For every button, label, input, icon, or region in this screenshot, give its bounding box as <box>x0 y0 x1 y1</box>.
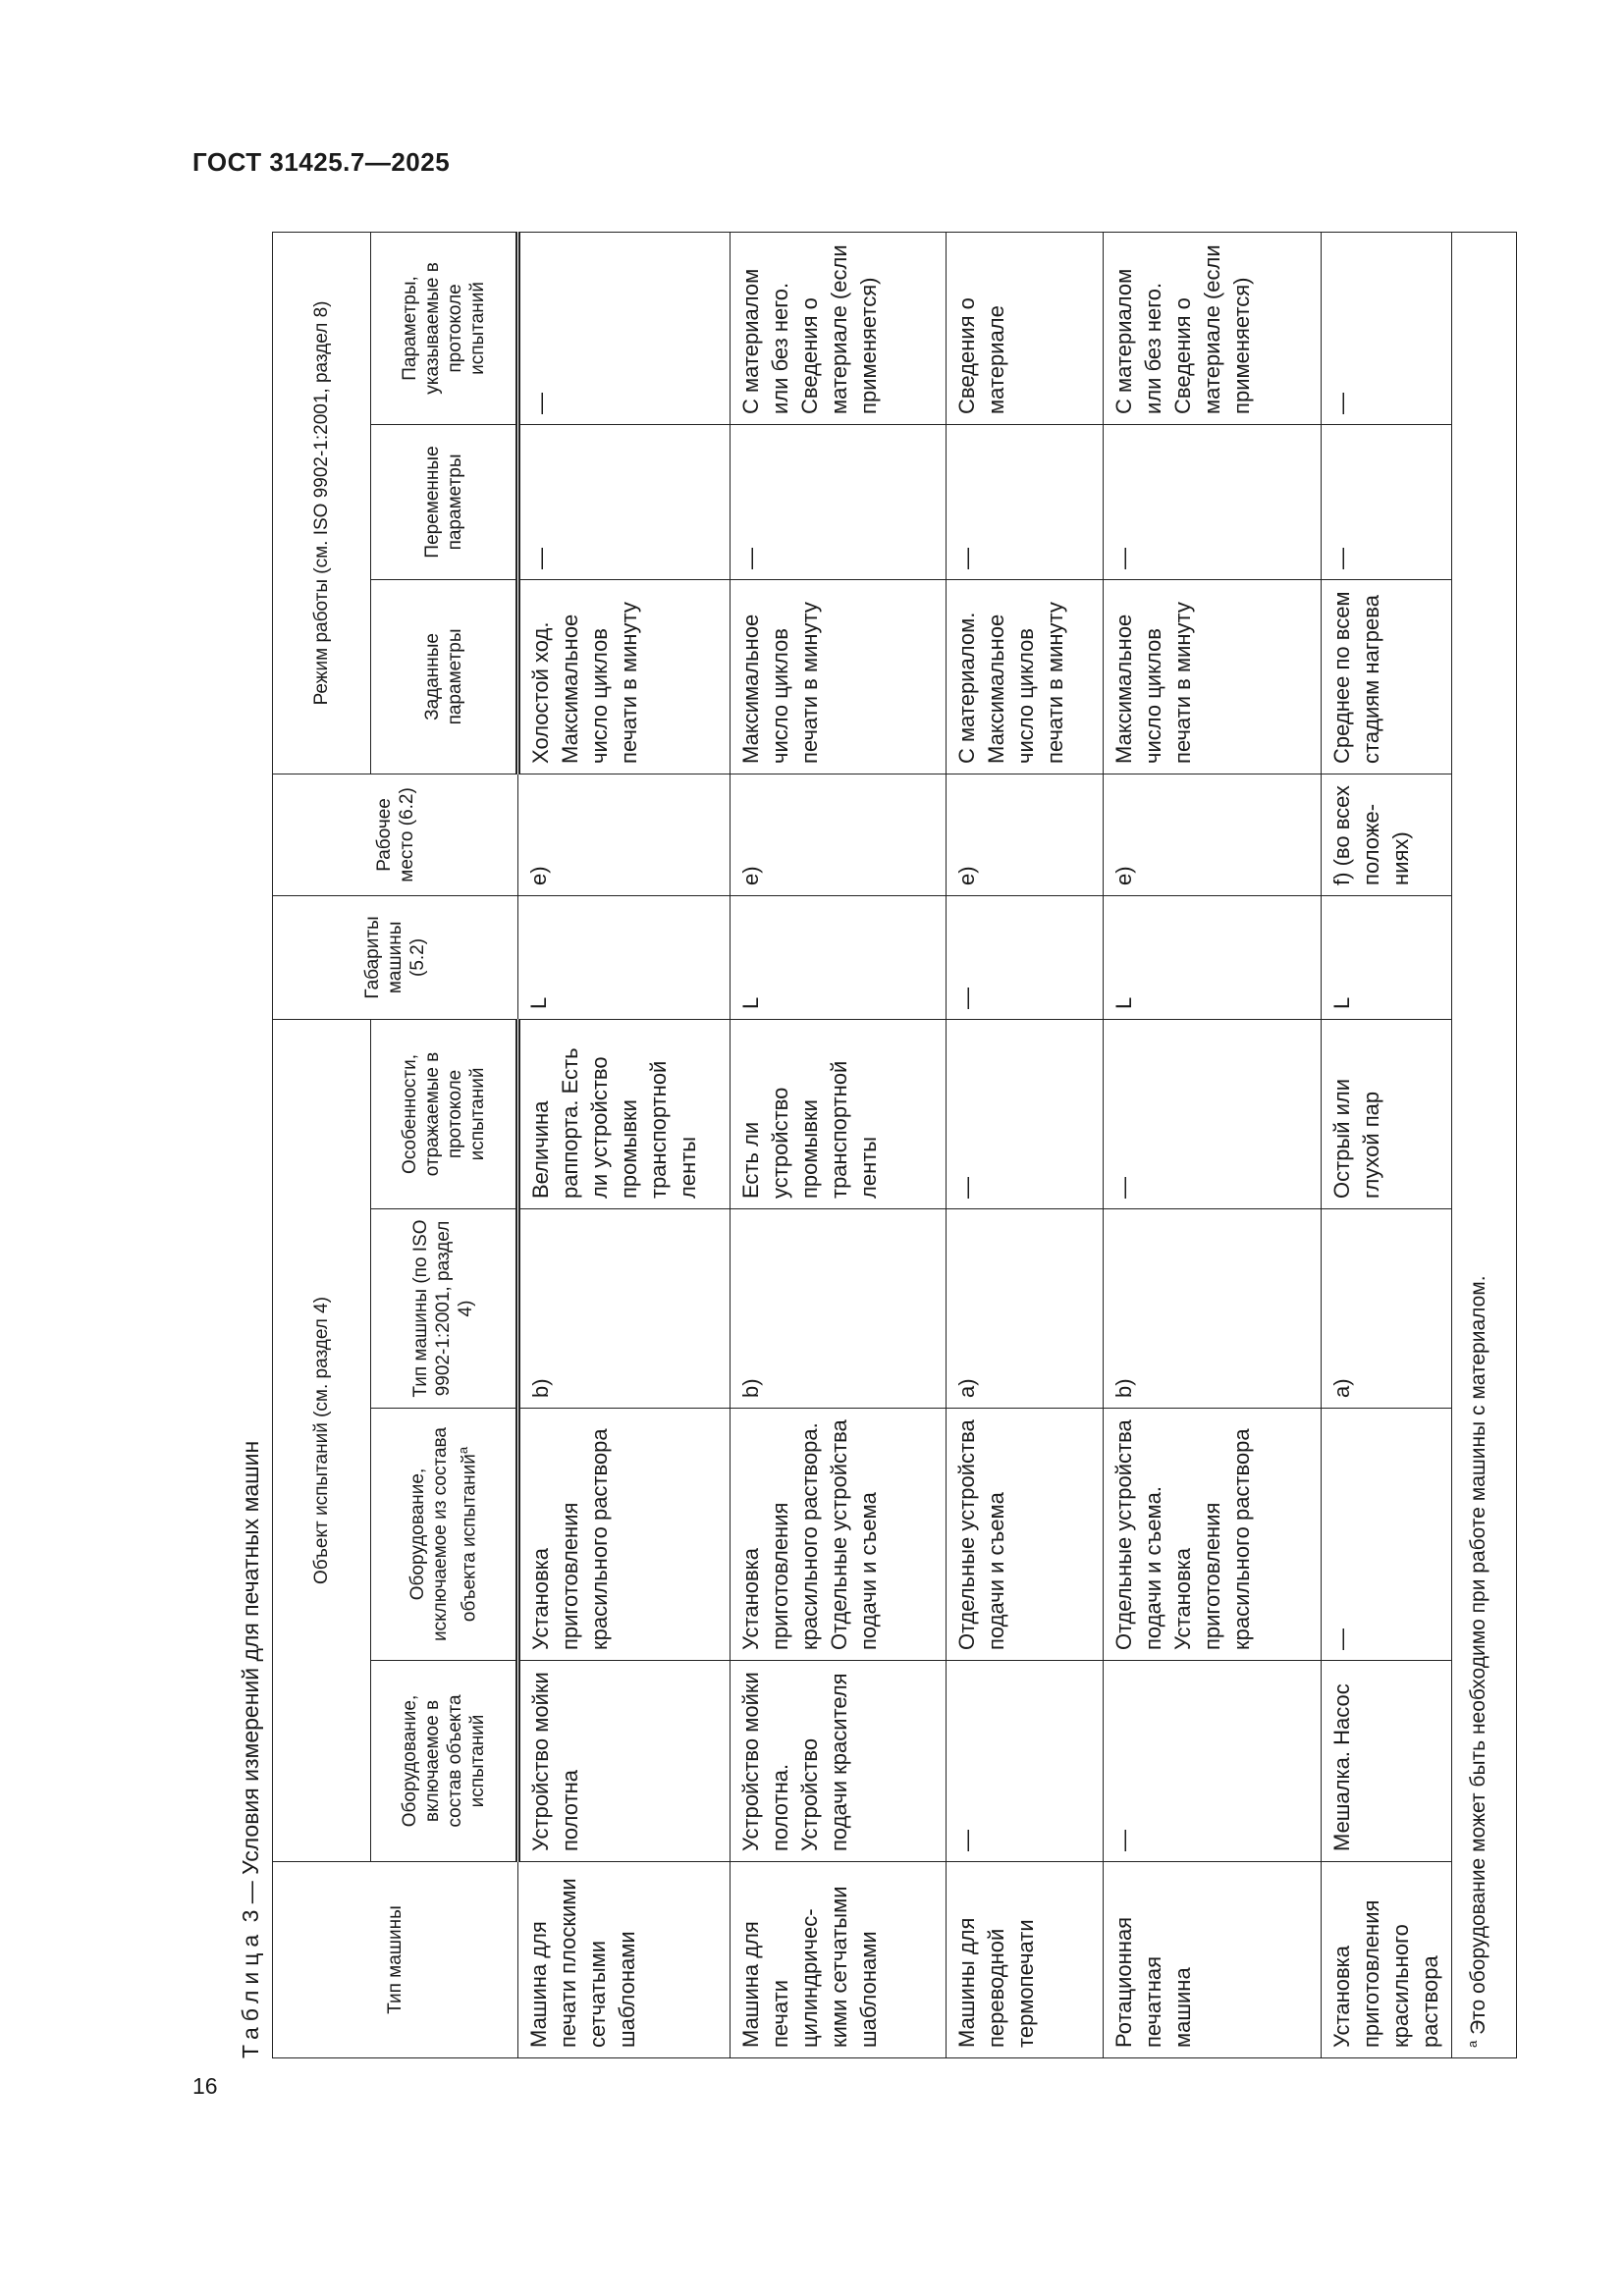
table-row <box>1322 232 1452 2057</box>
cell-set-params: С материалом. Максимальное число циклов печати в минуту <box>947 579 1104 774</box>
cell-dimensions: L <box>1104 895 1322 1019</box>
cell-included: Мешалка. Насос <box>1322 1661 1452 1862</box>
cell-set-params: Максимальное число циклов печати в минуту <box>1104 579 1322 774</box>
header-set-params: Заданные параметры <box>371 579 518 774</box>
cell-dimensions: L <box>518 895 731 1019</box>
cell-iso-type: b) <box>1104 1209 1322 1409</box>
table-caption <box>229 233 272 2058</box>
cell-workplace: f) (во всех положе-ниях) <box>1322 774 1452 895</box>
cell-iso-type: a) <box>1322 1209 1452 1409</box>
cell-var-params: — <box>731 424 947 579</box>
header-iso-type: Тип машины (по ISO 9902-1:2001, раздел 4) <box>371 1209 518 1409</box>
header-included: Оборудование, включаемое в состав объекта испытаний <box>371 1661 518 1862</box>
cell-var-params: — <box>947 424 1104 579</box>
header-group-test-object: Объект испытаний (см. раздел 4) <box>273 1019 371 1861</box>
header-var-params: Переменные параметры <box>371 424 518 579</box>
cell-workplace: e) <box>1104 774 1322 895</box>
cell-workplace: e) <box>518 774 731 895</box>
footnote-text: Это оборудование может быть необходимо при работе машины с материалом. <box>1467 1275 1489 2041</box>
cell-included: — <box>1104 1661 1322 1862</box>
header-group-row <box>273 232 371 2057</box>
header-row <box>371 232 518 2057</box>
footnote-mark: a <box>1465 2040 1480 2048</box>
cell-included: Устройство мойки полотна <box>518 1661 731 1862</box>
rotated-table-block <box>229 233 1501 2058</box>
cell-iso-type: a) <box>947 1209 1104 1409</box>
document-id: ГОСТ 31425.7—2025 <box>192 147 451 177</box>
cell-excluded: Отдельные устройства подачи и съема <box>947 1409 1104 1661</box>
header-excluded-text: Оборудование, исключаемое из состава объекта испытаний <box>406 1427 480 1641</box>
cell-machine-type: Машина для печати цилиндричес-кими сетчатыми шаблонами <box>731 1862 947 2058</box>
table-row <box>1104 232 1322 2057</box>
cell-dimensions: L <box>1322 895 1452 1019</box>
cell-set-params: Максимальное число циклов печати в минуту <box>731 579 947 774</box>
header-dimensions: Габариты машины (5.2) <box>273 895 518 1019</box>
cell-report-params: С материалом или без него. Сведения о материале (если применяется) <box>731 232 947 424</box>
table-row <box>518 232 731 2057</box>
cell-features: — <box>1104 1019 1322 1208</box>
cell-iso-type: b) <box>518 1209 731 1409</box>
cell-set-params: Холостой ход. Максимальное число циклов печати в минуту <box>518 579 731 774</box>
header-machine-type: Тип машины <box>273 1862 518 2058</box>
cell-set-params: Среднее по всем стадиям нагрева <box>1322 579 1452 774</box>
cell-features: Есть ли устройство промывки транспортной ленты <box>731 1019 947 1208</box>
cell-report-params: — <box>518 232 731 424</box>
cell-included: — <box>947 1661 1104 1862</box>
table-footnote <box>1452 232 1517 2057</box>
cell-workplace: e) <box>947 774 1104 895</box>
cell-machine-type: Установка приготовления красильного раствора <box>1322 1862 1452 2058</box>
measurement-conditions-table <box>272 232 1517 2058</box>
header-workplace: Рабочее место (6.2) <box>273 774 518 895</box>
cell-excluded: Отдельные устройства подачи и съема. Установка приготовления красильного раствора <box>1104 1409 1322 1661</box>
caption-text: — Условия измерений для печатных машин <box>238 1440 263 1910</box>
cell-workplace: e) <box>731 774 947 895</box>
header-excluded-footnote-mark: a <box>455 1446 470 1455</box>
cell-excluded: — <box>1322 1409 1452 1661</box>
header-features: Особенности, отражаемые в протоколе испытаний <box>371 1019 518 1208</box>
cell-excluded: Установка приготовления красильного раствора. Отдельные устройства подачи и съема <box>731 1409 947 1661</box>
cell-machine-type: Ротационная печатная машина <box>1104 1862 1322 2058</box>
cell-report-params: С материалом или без него. Сведения о материале (если применяется) <box>1104 232 1322 424</box>
table-row <box>731 232 947 2057</box>
table-row <box>947 232 1104 2057</box>
cell-var-params: — <box>518 424 731 579</box>
cell-machine-type: Машины для переводной термопечати <box>947 1862 1104 2058</box>
page-number: 16 <box>192 2073 218 2099</box>
header-excluded <box>371 1409 518 1661</box>
cell-machine-type: Машина для печати плоскими сетчатыми шаблонами <box>518 1862 731 2058</box>
cell-iso-type: b) <box>731 1209 947 1409</box>
caption-word: Таблица <box>238 1928 263 2058</box>
footnote-row <box>1452 232 1517 2057</box>
cell-dimensions: L <box>731 895 947 1019</box>
header-report-params: Параметры, указываемые в протоколе испытаний <box>371 232 518 424</box>
cell-report-params: — <box>1322 232 1452 424</box>
cell-features: Острый или глухой пар <box>1322 1019 1452 1208</box>
cell-report-params: Сведения о материале <box>947 232 1104 424</box>
cell-dimensions: — <box>947 895 1104 1019</box>
cell-var-params: — <box>1322 424 1452 579</box>
cell-features: Величина раппорта. Есть ли устройство промывки транспортной ленты <box>518 1019 731 1208</box>
cell-var-params: — <box>1104 424 1322 579</box>
caption-number: 3 <box>238 1909 263 1923</box>
cell-excluded: Установка приготовления красильного раствора <box>518 1409 731 1661</box>
cell-included: Устройство мойки полотна. Устройство подачи красителя <box>731 1661 947 1862</box>
header-group-mode: Режим работы (см. ISO 9902-1:2001, раздел 8) <box>273 232 371 774</box>
cell-features: — <box>947 1019 1104 1208</box>
